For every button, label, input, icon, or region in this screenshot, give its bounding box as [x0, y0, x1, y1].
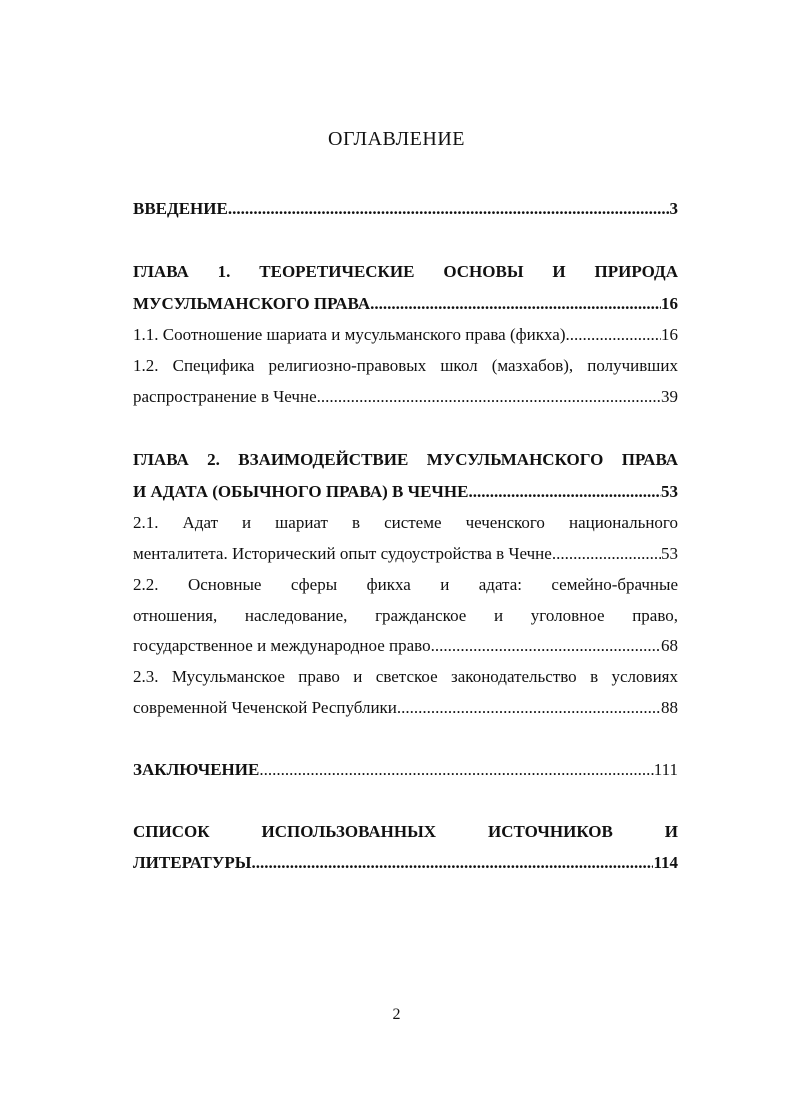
toc-page-number: 68	[661, 636, 678, 655]
toc-references-line2[interactable]	[133, 852, 678, 874]
dot-leader	[566, 324, 662, 346]
toc-section-2-2-line2[interactable]: отношения, наследование, гражданское и уголовное право,	[133, 606, 678, 625]
toc-entry-text: распространение в Чечне	[133, 387, 317, 406]
dot-leader	[468, 481, 661, 503]
toc-entry-text: И АДАТА (ОБЫЧНОГО ПРАВА) В ЧЕЧНЕ	[133, 482, 469, 501]
toc-chapter2-heading-line2[interactable]	[133, 481, 678, 503]
toc-page-number: 88	[661, 698, 678, 717]
toc-entry-text: менталитета. Исторический опыт судоустройства в Чечне	[133, 544, 552, 563]
dot-leader	[431, 635, 661, 657]
toc-references-line1[interactable]: СПИСОК ИСПОЛЬЗОВАННЫХ ИСТОЧНИКОВ И	[133, 822, 678, 841]
toc-page-number: 16	[661, 294, 678, 313]
toc-section-2-1-line2[interactable]	[133, 543, 678, 565]
toc-entry-text: МУСУЛЬМАНСКОГО ПРАВА	[133, 294, 371, 313]
toc-section-2-1-line1[interactable]: 2.1. Адат и шариат в системе чеченского национального	[133, 513, 678, 532]
toc-entry-conclusion[interactable]	[133, 759, 678, 781]
dot-leader	[251, 852, 653, 874]
dot-leader	[397, 697, 661, 719]
toc-entry-text: современной Чеченской Республики	[133, 698, 397, 717]
toc-section-1-2-line1[interactable]: 1.2. Специфика религиозно-правовых школ (мазхабов), получивших	[133, 356, 678, 375]
toc-section-2-3-line1[interactable]: 2.3. Мусульманское право и светское законодательство в условиях	[133, 667, 678, 686]
dot-leader	[228, 198, 670, 220]
toc-section-1-2-line2[interactable]	[133, 386, 678, 408]
toc-page-number: 39	[661, 387, 678, 406]
toc-entry-text: ВВЕДЕНИЕ	[133, 199, 228, 218]
toc-section-2-2-line3[interactable]	[133, 635, 678, 657]
toc-page-number: 53	[661, 544, 678, 563]
toc-entry-intro[interactable]	[133, 198, 678, 220]
dot-leader	[370, 293, 661, 315]
toc-section-1-1[interactable]	[133, 324, 678, 346]
toc-entry-text: 1.1. Соотношение шариата и мусульманского права (фикха)	[133, 325, 566, 344]
dot-leader	[317, 386, 661, 408]
toc-title: ОГЛАВЛЕНИЕ	[328, 128, 465, 150]
toc-page-number: 111	[653, 760, 678, 779]
toc-section-2-2-line1[interactable]: 2.2. Основные сферы фикха и адата: семейно-брачные	[133, 575, 678, 594]
dot-leader	[259, 759, 653, 781]
toc-page-number: 3	[669, 199, 678, 218]
toc-page-number: 16	[661, 325, 678, 344]
toc-page-number: 114	[653, 853, 678, 872]
toc-entry-text: ЗАКЛЮЧЕНИЕ	[133, 760, 260, 779]
toc-page-number: 53	[661, 482, 678, 501]
dot-leader	[552, 543, 661, 565]
toc-entry-text: государственное и международное право	[133, 636, 431, 655]
toc-chapter1-heading-line1[interactable]: ГЛАВА 1. ТЕОРЕТИЧЕСКИЕ ОСНОВЫ И ПРИРОДА	[133, 262, 678, 281]
toc-section-2-3-line2[interactable]	[133, 697, 678, 719]
toc-entry-text: ЛИТЕРАТУРЫ	[133, 853, 252, 872]
toc-chapter2-heading-line1[interactable]: ГЛАВА 2. ВЗАИМОДЕЙСТВИЕ МУСУЛЬМАНСКОГО ПРАВА	[133, 450, 678, 469]
toc-chapter1-heading-line2[interactable]	[133, 293, 678, 315]
page-number: 2	[392, 1006, 401, 1023]
